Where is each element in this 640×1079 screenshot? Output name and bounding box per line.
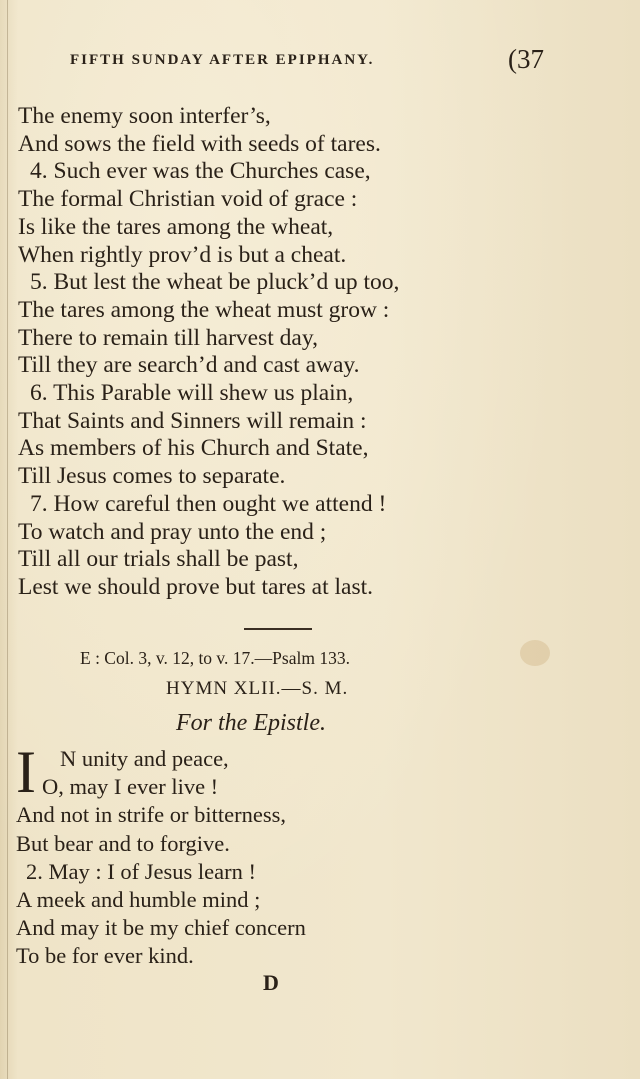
verse-block	[18, 103, 618, 602]
hymn-line: To be for ever kind.	[16, 943, 194, 969]
reading-reference: E : Col. 3, v. 12, to v. 17.—Psalm 133.	[80, 648, 350, 668]
section-rule	[244, 628, 312, 630]
verse-line: 6. This Parable will shew us plain,	[30, 380, 354, 407]
verse-line: Till they are search’d and cast away.	[18, 352, 360, 379]
signature-mark: D	[263, 970, 279, 995]
hymn-line: O, may I ever live !	[42, 774, 219, 800]
hymn-line: N unity and peace,	[60, 746, 229, 771]
verse-line: Lest we should prove but tares at last.	[18, 573, 374, 600]
verse-line: Till Jesus comes to separate.	[18, 463, 286, 490]
verse-line: 4. Such ever was the Churches case,	[30, 158, 371, 185]
verse-line: When rightly prov’d is but a cheat.	[18, 241, 347, 268]
page-number: (37	[508, 44, 544, 74]
verse-line: And sows the field with seeds of tares.	[18, 130, 381, 157]
hymn-text	[16, 745, 616, 971]
verse-line: That Saints and Sinners will remain :	[18, 407, 367, 434]
verse-line: 7. How careful then ought we attend !	[30, 490, 387, 517]
hymn-line: A meek and humble mind ;	[16, 887, 261, 913]
verse-line: There to remain till harvest day,	[18, 324, 318, 351]
hymn-line: And may it be my chief concern	[16, 915, 306, 941]
verse-line: As members of his Church and State,	[18, 435, 369, 462]
verse-line: Till all our trials shall be past,	[18, 546, 299, 573]
verse-line: The enemy soon interfer’s,	[18, 103, 271, 129]
verse-line: Is like the tares among the wheat,	[18, 213, 334, 240]
hymn-title: HYMN XLII.—S. M.	[166, 678, 349, 699]
hymn-subtitle: For the Epistle.	[176, 710, 326, 736]
verse-line: The formal Christian void of grace :	[18, 186, 358, 213]
gutter-line	[7, 0, 8, 1079]
verse-line: The tares among the wheat must grow :	[18, 296, 390, 323]
hymn-line: But bear and to forgive.	[16, 830, 230, 856]
hymn-line: And not in strife or bitterness,	[16, 802, 286, 828]
hymn-line: 2. May : I of Jesus learn !	[26, 858, 256, 884]
paper-stain	[520, 640, 550, 666]
drop-cap: I	[16, 739, 36, 805]
verse-line: 5. But lest the wheat be pluck’d up too,	[30, 269, 400, 296]
running-head: FIFTH SUNDAY AFTER EPIPHANY.	[70, 52, 375, 68]
verse-line: To watch and pray unto the end ;	[18, 518, 327, 545]
